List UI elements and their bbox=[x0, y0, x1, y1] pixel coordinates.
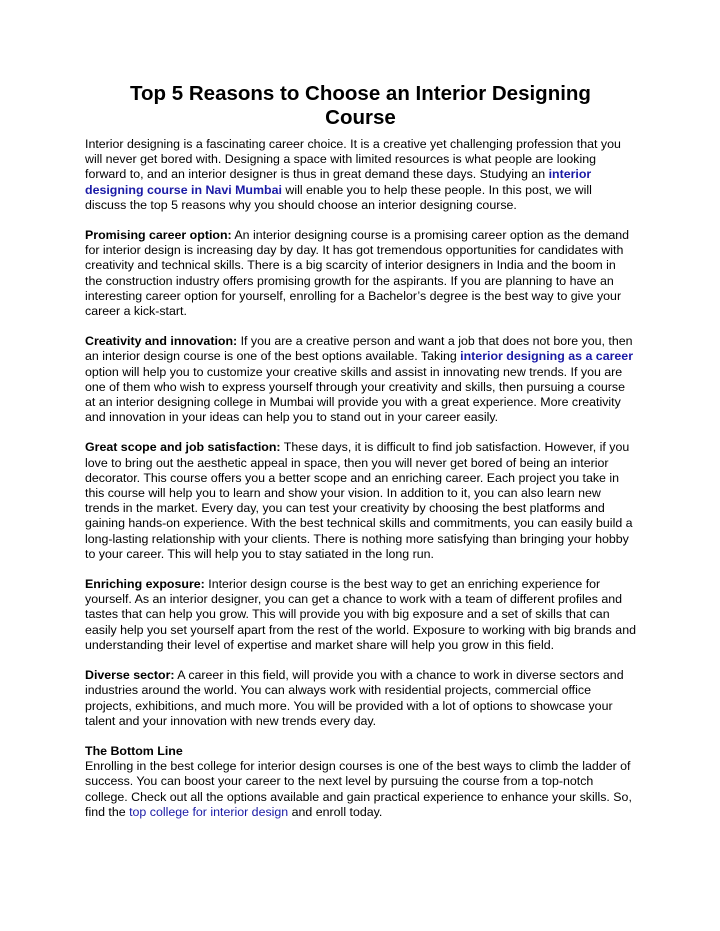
page-title: Top 5 Reasons to Choose an Interior Designing Course bbox=[130, 82, 591, 129]
section-text-before: If you are a creative person and want a job that does not bore you, then an interior design course is one of the best options available. Taking bbox=[85, 334, 633, 364]
section-exposure bbox=[85, 577, 636, 653]
section-heading: Promising career option: bbox=[85, 228, 232, 243]
section-heading: Great scope and job satisfaction: bbox=[85, 440, 281, 455]
intro-paragraph bbox=[85, 137, 636, 213]
section-heading: Creativity and innovation: bbox=[85, 334, 238, 349]
section-text: Interior design course is the best way to get an enriching experience for yourself. As an interior designer, you can get a chance to work with a team of different profiles and tastes that can help you grow. This will provide you with big exposure and a set of skills that can easily help you set yourself apart from the rest of the world. Exposure to working with big brands and understanding their level of expertise and market share will help you grow in this field. bbox=[85, 577, 636, 652]
section-heading: Diverse sector: bbox=[85, 668, 175, 683]
section-text: These days, it is difficult to find job satisfaction. However, if you love to bring out the aesthetic appeal in space, then you will never get bored of being an interior decorator. This course offers you a better scope and an enriching career. Each project you take in this course will help you to learn and show your vision. In addition to it, you can also learn new trends in the market. Every day, you can test your creativity by choosing the best platforms and gaining hands-on experience. With the best technical skills and commitments, you can easily build a long-lasting relationship with your clients. There is nothing more satisfying than bringing your hobby to your career. This will help you to stay satiated in the long run. bbox=[85, 440, 633, 561]
section-scope bbox=[85, 440, 636, 562]
intro-text-after: will enable you to help these people. In this post, we will discuss the top 5 reasons why you should choose an interior designing course. bbox=[85, 182, 592, 212]
section-text: A career in this field, will provide you with a chance to work in diverse sectors and industries around the world. You can always work with residential projects, commercial office projects, exhibitions, and much more. You will be provided with a lot of options to showcase your talent and your innovation with new trends every day. bbox=[85, 668, 624, 728]
bottom-line-section bbox=[85, 744, 636, 820]
section-diverse-sector bbox=[85, 668, 636, 729]
intro-text-before: Interior designing is a fascinating career choice. It is a creative yet challenging profession that you will never get bored with. Designing a space with limited resources is what people are looking forward to, and an interior designer is thus in great demand these days. Studying an bbox=[85, 137, 621, 182]
section-text: An interior designing course is a promising career option as the demand for interior design is increasing day by day. It has got tremendous opportunities for candidates with creativity and technical skills. There is a big scarcity of interior designers in India and the boom in the construction industry offers promising growth for the aspirants. If you are planning to have an interesting career option for yourself, enrolling for a Bachelor’s degree is the best way to give your career a kick-start. bbox=[85, 228, 630, 319]
bottom-line-text-before: Enrolling in the best college for interior design courses is one of the best ways to climb the ladder of success. You can boost your career to the next level by pursuing the course from a top-notch college. Check out all the options available and gain practical experience to enhance your skills. So, find the bbox=[85, 759, 632, 819]
career-link[interactable]: interior designing as a career bbox=[460, 349, 634, 364]
bottom-line-text-after: and enroll today. bbox=[288, 804, 383, 819]
section-text-after: option will help you to customize your creative skills and assist in innovating new trends. If you are one of them who wish to express yourself through your creativity and skills, then pursuing a course at an interior designing college in Mumbai will provide you with a great experience. More creativity and innovation in your ideas can help you to stand out in your career easily. bbox=[85, 364, 625, 425]
bottom-line-heading: The Bottom Line bbox=[85, 743, 183, 758]
navi-mumbai-course-link[interactable]: interior designing course in Navi Mumbai bbox=[85, 167, 592, 197]
top-college-link[interactable]: top college for interior design bbox=[129, 804, 289, 819]
section-promising-career bbox=[85, 228, 636, 319]
section-heading: Enriching exposure: bbox=[85, 577, 205, 592]
section-creativity bbox=[85, 334, 636, 425]
